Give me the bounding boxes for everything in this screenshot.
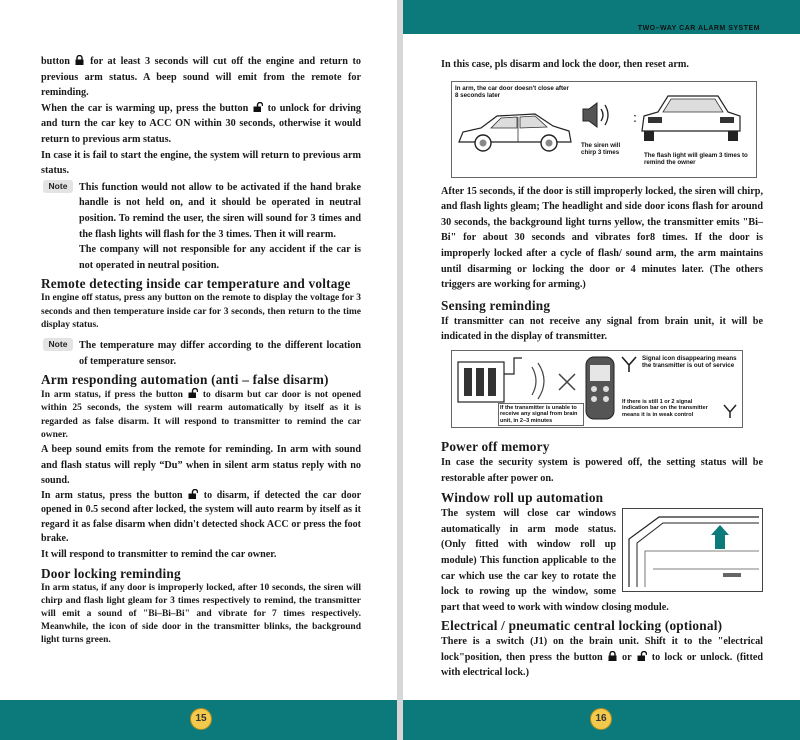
- note: [41, 338, 361, 369]
- section-heading: Electrical / pneumatic central locking (optional): [441, 618, 723, 634]
- paragraph: In arm status, if any door is improperly locked, after 10 seconds, the siren will chirp and flash light gleam for 3 times respectively to remind, the transmitter will emit a sound of "Bi–Bi–Bi" and vibrate for 7 times respectively. Meanwhile, the icon of side door in the transmitter blinks, the background light turns green.: [41, 582, 361, 646]
- paragraph: In case the security system is powered off, the setting status will be restorable after power on.: [441, 456, 763, 484]
- paragraph: In engine off status, press any button on the remote to display the voltage for 3 seconds and then temperature inside car for 3 seconds, then return to the time display status.: [41, 293, 361, 330]
- figure-caption: If there is still 1 or 2 signal indication bar on the transmitter means it is in weak control: [622, 398, 708, 418]
- antenna-icon: [620, 355, 638, 373]
- section-heading: Power off memory: [441, 438, 550, 454]
- paragraph: In case it is fail to start the engine, the system will return to previous arm status.: [41, 149, 361, 177]
- window-figure: [622, 508, 763, 592]
- note-text: This function would not allow to be activated if the hand brake handle is not held on, and it should be operated in neutral position. To remind the user, the siren will sound for 3 times and the flash lights will flash for the 3 times. Then it will rearm.: [79, 181, 361, 240]
- car-door-window-illustration: [623, 509, 762, 591]
- remote-transmitter-icon: [582, 355, 618, 421]
- paragraph: In arm status, press the button to disarm, if detected the car door opened in 0.5 second after locked, the system will auto rearm by itself as it regard it as false disarm when didn't detected shock ACC or press the foot brake.: [41, 489, 362, 545]
- paragraph: When the car is warming up, press the button to unlock for driving and turn the car key to ACC ON within 30 seconds, otherwise it would return to previous arm status.: [41, 102, 361, 145]
- note-badge: Note: [43, 338, 73, 351]
- unlock-icon: [188, 388, 198, 398]
- car-front-illustration: [634, 86, 744, 148]
- unlock-icon: [188, 489, 198, 499]
- paragraph: There is a switch (J1) on the brain unit. Shift it to the "electrical lock"position, then press the button or to lock or unlock. (fitted with electrical lock.): [441, 636, 764, 679]
- paragraph: The system will close car windows automatically in arm mode status. (Only fitted with window roll up module) This function applicable to the car which use the car key to rotate the lock to rowing up the window, some part that weed to work with window closing module.: [441, 508, 669, 613]
- figure-caption: The siren will chirp 3 times: [581, 141, 621, 156]
- page-number: 16: [590, 708, 612, 730]
- figure-caption: If the transmitter is unable to receive any signal from brain unit, in 2–3 minutes: [498, 403, 584, 426]
- left-page: [0, 0, 397, 740]
- right-content: [441, 57, 763, 681]
- section-heading: Window roll up automation: [441, 490, 604, 506]
- lock-icon: [75, 55, 84, 65]
- signal-waves: [528, 361, 554, 401]
- no-signal-icon: [556, 371, 578, 393]
- section-heading: Sensing reminding: [441, 297, 551, 313]
- figure-caption: The flash light will gleam 3 times to remind the owner: [644, 151, 748, 166]
- paragraph: If transmitter can not receive any signal from brain unit, it will be indicated in the display of transmitter.: [441, 315, 763, 343]
- sensing-figure: [451, 350, 743, 428]
- left-content: [41, 54, 361, 648]
- note-text: The temperature may differ according to the different location of temperature sensor.: [79, 339, 361, 367]
- antenna-weak-icon: [722, 403, 738, 419]
- figure-caption: In arm, the car door doesn't close after 8 seconds later: [455, 84, 569, 99]
- section-heading: Door locking reminding: [41, 565, 181, 581]
- lock-icon: [608, 651, 617, 661]
- page-number: 15: [190, 708, 212, 730]
- note-badge: Note: [43, 180, 73, 193]
- section-heading: Remote detecting inside car temperature and voltage: [41, 276, 351, 292]
- section-heading: Arm responding automation (anti – false disarm): [41, 372, 329, 388]
- paragraph: A beep sound emits from the remote for reminding. In arm with sound and flash status will reply “Du” when in silent arm status reply with no sound.: [41, 443, 361, 487]
- note: [41, 180, 361, 274]
- siren-icon: [580, 100, 614, 130]
- door-reminder-figure: [451, 81, 757, 178]
- brain-unit-icon: [456, 356, 526, 408]
- unlock-icon: [637, 651, 647, 661]
- window-section: [441, 506, 763, 615]
- paragraph: button for at least 3 seconds will cut off the engine and return to previous arm status. A beep sound will emit from the remote for reminding.: [41, 56, 361, 99]
- car-side-illustration: [455, 104, 575, 159]
- paragraph: After 15 seconds, if the door is still improperly locked, the siren will chirp, and flash lights gleam; The headlight and side door icons flash for around 30 seconds, the background light turns yellow, the transmitter emits "Bi–Bi" for about 30 seconds and vibrates for8 times. If the door is improperly locked after a cycle of flash/ sound arm, the arm maintains until disarming or locking the door or 4 minutes later. (The others triggers are working for arming.): [441, 185, 763, 291]
- paragraph: It will respond to transmitter to remind the car owner.: [41, 549, 277, 561]
- right-page: [403, 0, 800, 740]
- paragraph: In this case, pls disarm and lock the door, then reset arm.: [441, 59, 689, 70]
- figure-caption: Signal icon disappearing means the transmitter is out of service: [642, 354, 737, 370]
- paragraph: In arm status, if press the button to disarm but car door is not opened within 25 seconds, the system will rearm automatically by itself as it is regarded as false disarm. It will respond to transmitter to remind the car owner.: [41, 390, 362, 440]
- header-title: TWO–WAY CAR ALARM SYSTEM: [637, 25, 760, 32]
- unlock-icon: [253, 102, 263, 112]
- note-text: The company will not responsible for any accident if the car is not operated in neutral position.: [79, 244, 361, 271]
